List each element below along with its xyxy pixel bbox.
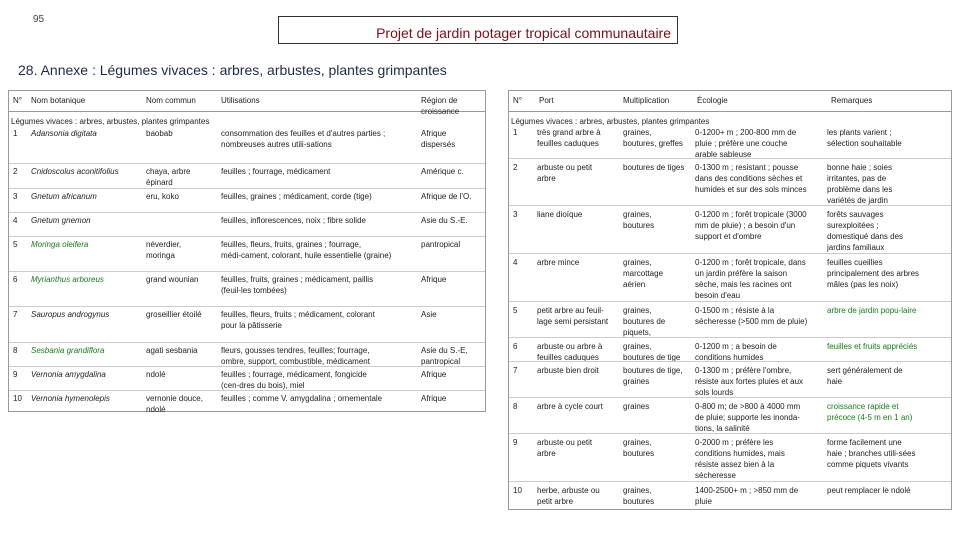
- remarks: feuilles et fruits appréciés: [827, 342, 918, 351]
- uses: feuilles ; fourrage, médicament, fongicide (cen-dres du bois), miel: [221, 370, 367, 390]
- ecology: 0-800 m; de >800 à 4000 mm de pluie; supporte les inonda- tions, la salinité: [695, 402, 801, 433]
- row-number: 6: [513, 342, 518, 351]
- col-header-region: Région de croissance: [421, 96, 460, 116]
- habit: liane dioïque: [537, 210, 583, 219]
- propagation: graines: [623, 402, 650, 411]
- habit: herbe, arbuste ou petit arbre: [537, 486, 600, 506]
- row-divider: [9, 306, 485, 307]
- ecology: 0-1200 m ; a besoin de conditions humides: [695, 342, 777, 362]
- row-divider: [509, 158, 951, 159]
- header-separator: [509, 111, 951, 112]
- growth-region: Amérique c.: [421, 167, 464, 176]
- botanical-name: Vernonia amygdalina: [31, 370, 106, 379]
- botanical-name: Myrianthus arboreus: [31, 275, 104, 284]
- row-divider: [509, 361, 951, 362]
- uses: feuilles, fleurs, fruits ; médicament, colorant pour la pâtisserie: [221, 310, 375, 330]
- row-number: 4: [13, 216, 18, 225]
- page-number: 95: [33, 14, 45, 25]
- col-header-common: Nom commun: [146, 96, 196, 105]
- growth-region: Afrique: [421, 370, 447, 379]
- row-divider: [509, 397, 951, 398]
- row-number: 3: [513, 210, 518, 219]
- row-number: 9: [513, 438, 518, 447]
- propagation: graines, boutures: [623, 438, 655, 458]
- habit: arbuste ou petit arbre: [537, 163, 593, 183]
- uses: feuilles, graines ; médicament, corde (tige): [221, 192, 372, 201]
- growth-region: Afrique: [421, 275, 447, 284]
- remarks: sert généralement de haie: [827, 366, 903, 386]
- botanical-name: Moringa oleifera: [31, 240, 89, 249]
- ecology: 0-1200 m ; forêt tropicale (3000 mm de pluie) ; a besoin d'un support et d'ombre: [695, 210, 807, 241]
- row-divider: [509, 205, 951, 206]
- common-name: ndolé: [146, 370, 166, 379]
- botanical-name: Adansonia digitata: [31, 129, 97, 138]
- row-number: 10: [513, 486, 522, 495]
- group-label: Légumes vivaces : arbres, arbustes, plantes grimpantes: [511, 117, 710, 126]
- col-header-remarks: Remarques: [831, 96, 873, 105]
- row-divider: [9, 342, 485, 343]
- row-divider: [9, 271, 485, 272]
- row-divider: [9, 236, 485, 237]
- habit: arbre mince: [537, 258, 580, 267]
- propagation: graines, boutures: [623, 486, 655, 506]
- growth-region: Asie du S.-E.: [421, 216, 468, 225]
- habit: arbuste bien droit: [537, 366, 599, 375]
- header-separator: [9, 111, 485, 112]
- row-number: 1: [513, 128, 518, 137]
- ecology: 0-1500 m ; résiste à la sécheresse (>500 mm de pluie): [695, 306, 808, 326]
- header-title: Projet de jardin potager tropical communautaire: [376, 25, 671, 41]
- botanical-name: Vernonia hymenolepis: [31, 394, 110, 403]
- remarks: bonne haie ; soies irritantes, pas de problème dans les variétés de jardin: [827, 163, 893, 205]
- row-divider: [9, 163, 485, 164]
- propagation: graines, boutures de tige: [623, 342, 681, 362]
- propagation: boutures de tiges: [623, 163, 685, 172]
- uses: feuilles ; comme V. amygdalina ; ornementale: [221, 394, 383, 403]
- common-name: chaya, arbre épinard: [146, 167, 191, 187]
- remarks: arbre de jardin popu-laire: [827, 306, 917, 315]
- col-header-number: N°: [13, 96, 22, 105]
- habit: arbuste ou petit arbre: [537, 438, 593, 458]
- row-number: 2: [13, 167, 18, 176]
- row-number: 5: [513, 306, 518, 315]
- botanical-name: Gnetum africanum: [31, 192, 97, 201]
- section-title: 28. Annexe : Légumes vivaces : arbres, arbustes, plantes grimpantes: [18, 62, 447, 78]
- row-divider: [509, 481, 951, 482]
- row-divider: [509, 433, 951, 434]
- uses: feuilles ; fourrage, médicament: [221, 167, 331, 176]
- right-table: [508, 90, 952, 510]
- uses: feuilles, inflorescences, noix ; fibre solide: [221, 216, 366, 225]
- common-name: vernonie douce, ndolé: [146, 394, 203, 414]
- common-name: grand wounian: [146, 275, 199, 284]
- remarks: forêts sauvages surexploitées ; domestiqué dans des jardins familiaux: [827, 210, 904, 252]
- row-number: 8: [513, 402, 518, 411]
- common-name: agati sesbania: [146, 346, 198, 355]
- col-header-ecology: Écologie: [697, 96, 728, 105]
- row-number: 3: [13, 192, 18, 201]
- habit: très grand arbre à feuilles caduques: [537, 128, 601, 148]
- propagation: graines, boutures, greffes: [623, 128, 683, 148]
- growth-region: Afrique de l'O.: [421, 192, 472, 201]
- ecology: 0-2000 m ; préfère les conditions humides, mais résiste assez bien à la sécheresse: [695, 438, 785, 480]
- uses: feuilles, fruits, graines ; médicament, paillis (feuil-les tombées): [221, 275, 374, 295]
- row-number: 9: [13, 370, 18, 379]
- common-name: eru, koko: [146, 192, 179, 201]
- ecology: 0-1300 m ; resistant ; pousse dans des conditions sèches et humides et sur des sols minces: [695, 163, 807, 194]
- remarks: peut remplacer le ndolé: [827, 486, 911, 495]
- botanical-name: Cnidoscolus aconitifolius: [31, 167, 119, 176]
- common-name: groseillier étoilé: [146, 310, 202, 319]
- growth-region: Afrique dispersés: [421, 129, 456, 149]
- growth-region: pantropical: [421, 240, 461, 249]
- row-divider: [509, 253, 951, 254]
- row-number: 1: [13, 129, 18, 138]
- remarks: les plants varient ; sélection souhaitable: [827, 128, 902, 148]
- common-name: néverdier, moringa: [146, 240, 182, 260]
- uses: feuilles, fleurs, fruits, graines ; fourrage, médi-cament, colorant, huile essentielle (graine): [221, 240, 392, 260]
- col-header-propagation: Multiplication: [623, 96, 670, 105]
- row-divider: [509, 337, 951, 338]
- col-header-botanical: Nom botanique: [31, 96, 86, 105]
- remarks: feuilles cueillies principalement des arbres mâles (pas les noix): [827, 258, 920, 289]
- row-number: 5: [13, 240, 18, 249]
- left-table: [8, 90, 486, 412]
- col-header-number: N°: [513, 96, 522, 105]
- propagation: graines, boutures de piquets,: [623, 306, 666, 337]
- group-label: Légumes vivaces : arbres, arbustes, plantes grimpantes: [11, 117, 210, 126]
- uses: consommation des feuilles et d'autres parties ; nombreuses autres utili-sations: [221, 129, 386, 149]
- common-name: baobab: [146, 129, 173, 138]
- habit: petit arbre au feuil- lage semi persistant: [537, 306, 609, 326]
- propagation: graines, boutures: [623, 210, 655, 230]
- ecology: 0-1300 m ; préfère l'ombre, résiste aux fortes pluies et aux sols lourds: [695, 366, 804, 397]
- habit: arbuste ou arbre à feuilles caduques: [537, 342, 603, 362]
- ecology: 0-1200+ m ; 200-800 mm de pluie ; préfère une couche arable sableuse: [695, 128, 797, 159]
- botanical-name: Gnetum gnemon: [31, 216, 91, 225]
- row-divider: [9, 390, 485, 391]
- row-number: 6: [13, 275, 18, 284]
- growth-region: Asie du S.-E, pantropical: [421, 346, 468, 366]
- propagation: boutures de tige, graines: [623, 366, 683, 386]
- row-number: 10: [13, 394, 22, 403]
- row-number: 7: [513, 366, 518, 375]
- growth-region: Asie: [421, 310, 437, 319]
- ecology: 1400-2500+ m ; >850 mm de pluie: [695, 486, 799, 506]
- remarks: forme facilement une haie ; branches utili-sées comme piquets vivants: [827, 438, 916, 469]
- header-title-box: [278, 16, 678, 44]
- growth-region: Afrique: [421, 394, 447, 403]
- uses: fleurs, gousses tendres, feuilles; fourrage, ombre, support, combustible, médicament: [221, 346, 370, 366]
- row-divider: [509, 301, 951, 302]
- row-divider: [9, 212, 485, 213]
- col-header-habit: Port: [539, 96, 554, 105]
- botanical-name: Sauropus androgynus: [31, 310, 110, 319]
- propagation: graines, marcottage aérien: [623, 258, 664, 289]
- row-number: 2: [513, 163, 518, 172]
- col-header-uses: Utilisations: [221, 96, 260, 105]
- row-divider: [9, 188, 485, 189]
- row-number: 7: [13, 310, 18, 319]
- habit: arbre à cycle court: [537, 402, 603, 411]
- row-number: 8: [13, 346, 18, 355]
- ecology: 0-1200 m ; forêt tropicale, dans un jardin préfère la saison sèche, mais les racines ont besoin d'eau: [695, 258, 806, 300]
- row-divider: [9, 366, 485, 367]
- row-number: 4: [513, 258, 518, 267]
- botanical-name: Sesbania grandiflora: [31, 346, 105, 355]
- remarks: croissance rapide et précoce (4-5 m en 1 an): [827, 402, 913, 422]
